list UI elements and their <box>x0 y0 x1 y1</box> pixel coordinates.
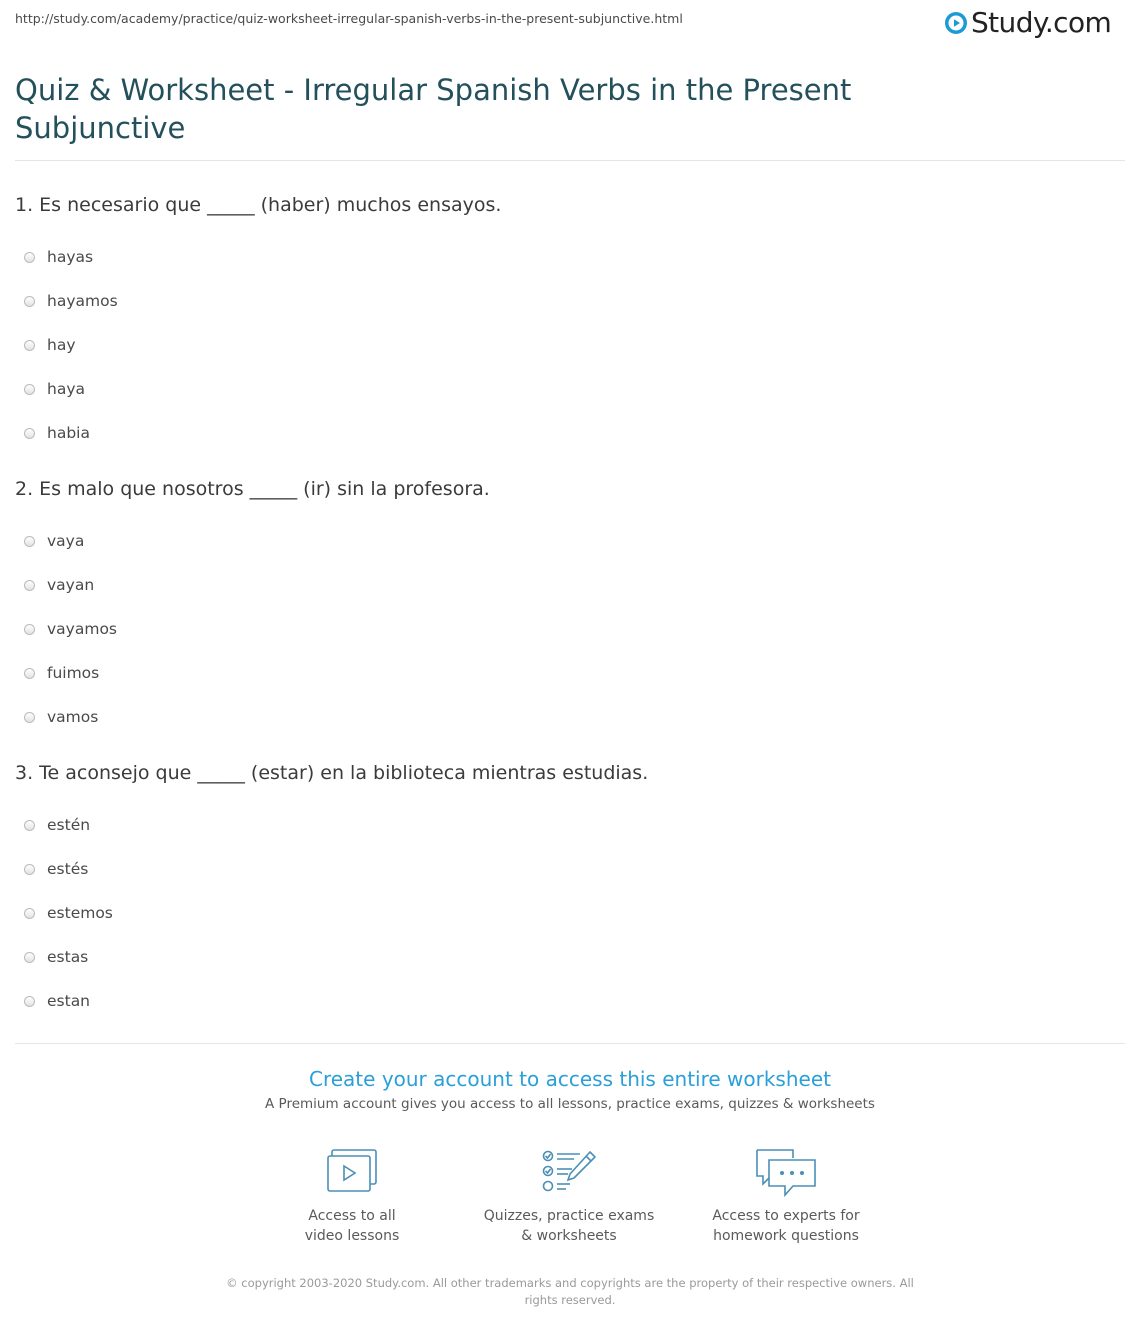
question-text: 1. Es necesario que _____ (haber) muchos ensayos. <box>15 194 502 216</box>
answer-option[interactable] <box>15 935 648 979</box>
page-url: http://study.com/academy/practice/quiz-worksheet-irregular-spanish-verbs-in-the-present-subjunctive.html <box>15 11 683 26</box>
answer-label: estas <box>47 948 89 966</box>
radio-button[interactable] <box>24 864 35 875</box>
radio-button[interactable] <box>24 536 35 547</box>
answer-option[interactable] <box>15 235 501 279</box>
answer-options <box>15 803 648 1023</box>
radio-button[interactable] <box>24 428 35 439</box>
feature-caption-line: video lessons <box>304 1228 400 1244</box>
answer-option[interactable] <box>15 891 648 935</box>
copyright-notice: © copyright 2003-2020 Study.com. All other trademarks and copyrights are the property of their respective owners. All rights reserved. <box>226 1276 914 1307</box>
radio-button[interactable] <box>24 384 35 395</box>
feature-caption-line: Access to experts for <box>712 1208 860 1224</box>
answer-label: estemos <box>47 904 113 922</box>
answer-option[interactable] <box>15 847 648 891</box>
feature-caption-line: Access to all <box>308 1208 396 1224</box>
radio-button[interactable] <box>24 580 35 591</box>
feature-video-lessons <box>257 1148 447 1246</box>
feature-caption-line: Quizzes, practice exams <box>483 1208 655 1224</box>
feature-caption-line: & worksheets <box>521 1228 617 1244</box>
cta-divider <box>15 1043 1125 1044</box>
checklist-icon <box>540 1148 598 1194</box>
answer-label: hayas <box>47 248 94 266</box>
cta-subtitle: A Premium account gives you access to all lessons, practice exams, quizzes & worksheets <box>265 1096 875 1112</box>
feature-caption-line: homework questions <box>713 1228 859 1244</box>
create-account-link[interactable]: Create your account to access this entire worksheet <box>309 1067 831 1091</box>
answer-label: habia <box>47 424 90 442</box>
play-logo-icon <box>944 11 968 35</box>
radio-button[interactable] <box>24 996 35 1007</box>
feature-experts <box>691 1148 881 1246</box>
answer-label: vamos <box>47 708 99 726</box>
answer-option[interactable] <box>15 607 490 651</box>
answer-option[interactable] <box>15 279 501 323</box>
title-divider <box>15 160 1125 161</box>
radio-button[interactable] <box>24 624 35 635</box>
logo-text: Study.com <box>971 6 1112 39</box>
answer-options <box>15 235 501 455</box>
answer-option[interactable] <box>15 803 648 847</box>
question-2 <box>15 477 490 739</box>
answer-options <box>15 519 490 739</box>
answer-option[interactable] <box>15 563 490 607</box>
video-lesson-icon <box>326 1148 378 1194</box>
radio-button[interactable] <box>24 668 35 679</box>
answer-label: vayan <box>47 576 95 594</box>
radio-button[interactable] <box>24 952 35 963</box>
answer-label: hayamos <box>47 292 118 310</box>
radio-button[interactable] <box>24 340 35 351</box>
radio-button[interactable] <box>24 296 35 307</box>
feature-quizzes <box>474 1148 664 1246</box>
answer-option[interactable] <box>15 411 501 455</box>
answer-label: hay <box>47 336 76 354</box>
answer-label: estan <box>47 992 91 1010</box>
radio-button[interactable] <box>24 252 35 263</box>
chat-bubbles-icon <box>753 1148 819 1200</box>
question-text: 3. Te aconsejo que _____ (estar) en la biblioteca mientras estudias. <box>15 762 649 784</box>
answer-label: estén <box>47 816 91 834</box>
study-logo[interactable] <box>944 8 1111 38</box>
radio-button[interactable] <box>24 712 35 723</box>
answer-option[interactable] <box>15 651 490 695</box>
page-title: Quiz & Worksheet - Irregular Spanish Verbs in the Present Subjunctive <box>15 73 852 145</box>
answer-label: vayamos <box>47 620 117 638</box>
radio-button[interactable] <box>24 908 35 919</box>
radio-button[interactable] <box>24 820 35 831</box>
answer-option[interactable] <box>15 979 648 1023</box>
answer-label: vaya <box>47 532 85 550</box>
answer-label: haya <box>47 380 85 398</box>
answer-option[interactable] <box>15 323 501 367</box>
answer-label: fuimos <box>47 664 100 682</box>
answer-option[interactable] <box>15 519 490 563</box>
question-3 <box>15 761 648 1023</box>
question-1 <box>15 193 501 455</box>
answer-option[interactable] <box>15 367 501 411</box>
answer-label: estés <box>47 860 89 878</box>
answer-option[interactable] <box>15 695 490 739</box>
question-text: 2. Es malo que nosotros _____ (ir) sin la profesora. <box>15 478 490 500</box>
